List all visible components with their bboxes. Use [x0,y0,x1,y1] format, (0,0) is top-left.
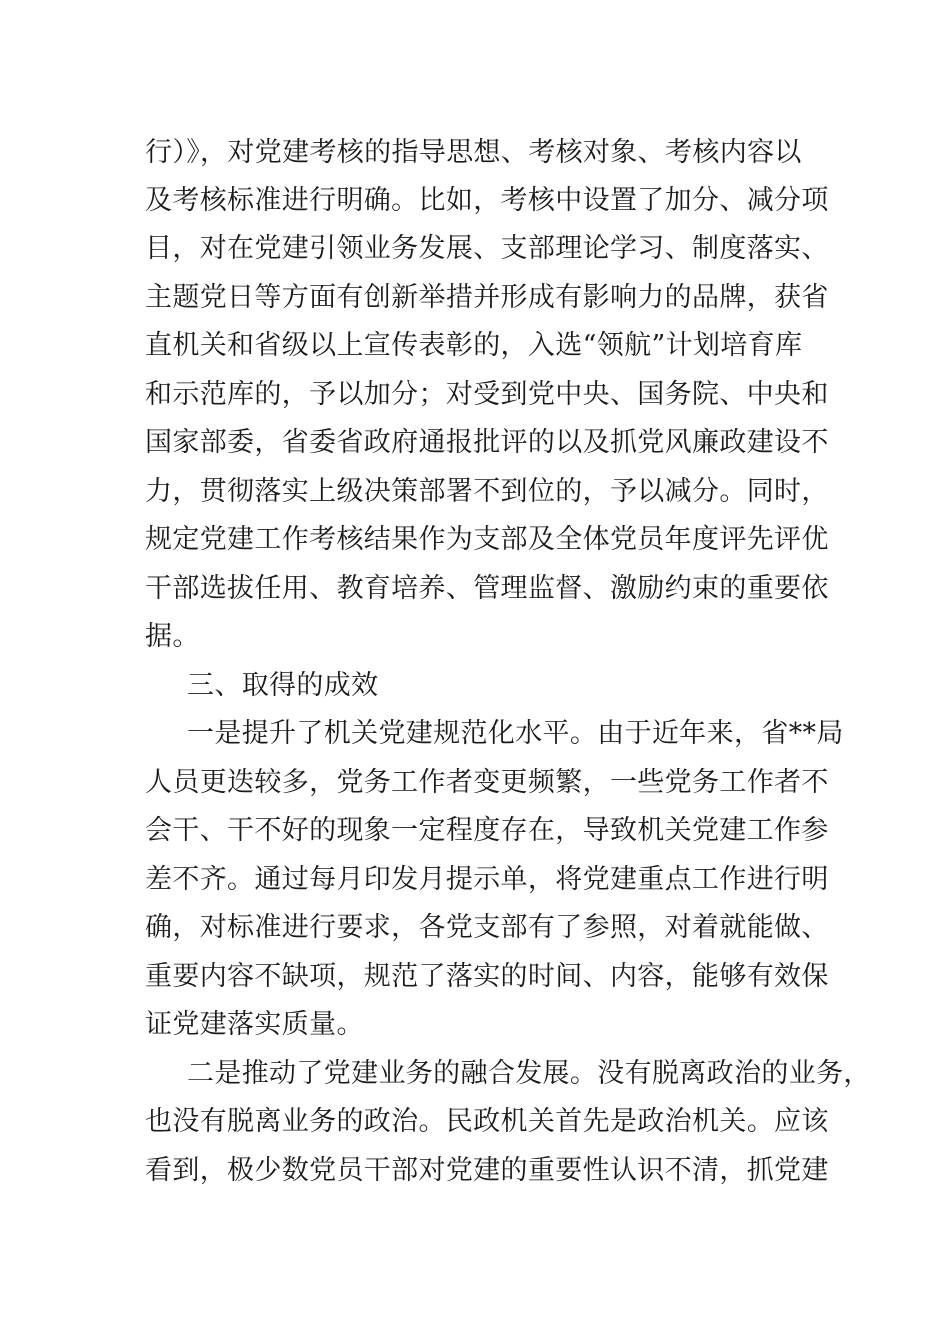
section-heading: 三、取得的成效 [187,670,379,701]
text-line: 主题党日等方面有创新举措并形成有影响力的品牌，获省 [145,282,829,313]
text-line: 会干、干不好的现象一定程度存在，导致机关党建工作参 [145,815,829,846]
text-line: 国家部委，省委省政府通报批评的以及抓党风廉政建设不 [145,427,829,458]
text-line: 目，对在党建引领业务发展、支部理论学习、制度落实、 [145,233,829,264]
text-line: 规定党建工作考核结果作为支部及全体党员年度评先评优 [145,524,829,555]
text-line: 据。 [145,621,200,652]
text-line: 一是提升了机关党建规范化水平。由于近年来，省**局 [187,718,844,749]
text-line: 也没有脱离业务的政治。民政机关首先是政治机关。应该 [145,1106,829,1137]
text-line: 及考核标准进行明确。比如，考核中设置了加分、减分项 [145,185,829,216]
text-line: 干部选拔任用、教育培养、管理监督、激励约束的重要依 [145,573,829,604]
text-line: 二是推动了党建业务的融合发展。没有脱离政治的业务， [187,1058,871,1089]
text-line: 力，贯彻落实上级决策部署不到位的，予以减分。同时， [145,476,829,507]
text-line: 重要内容不缺项，规范了落实的时间、内容，能够有效保 [145,961,829,992]
text-line: 人员更迭较多，党务工作者变更频繁，一些党务工作者不 [145,767,829,798]
text-line: 直机关和省级以上宣传表彰的，入选“领航”计划培育库 [145,330,803,361]
text-line: 看到，极少数党员干部对党建的重要性认识不清，抓党建 [145,1155,829,1186]
text-line: 证党建落实质量。 [145,1009,364,1040]
text-line: 行）》，对党建考核的指导思想、考核对象、考核内容以 [145,137,802,168]
text-line: 和示范库的，予以加分；对受到党中央、国务院、中央和 [145,379,829,410]
text-line: 确，对标准进行要求，各党支部有了参照，对着就能做、 [145,912,829,943]
text-line: 差不齐。通过每月印发月提示单，将党建重点工作进行明 [145,864,829,895]
